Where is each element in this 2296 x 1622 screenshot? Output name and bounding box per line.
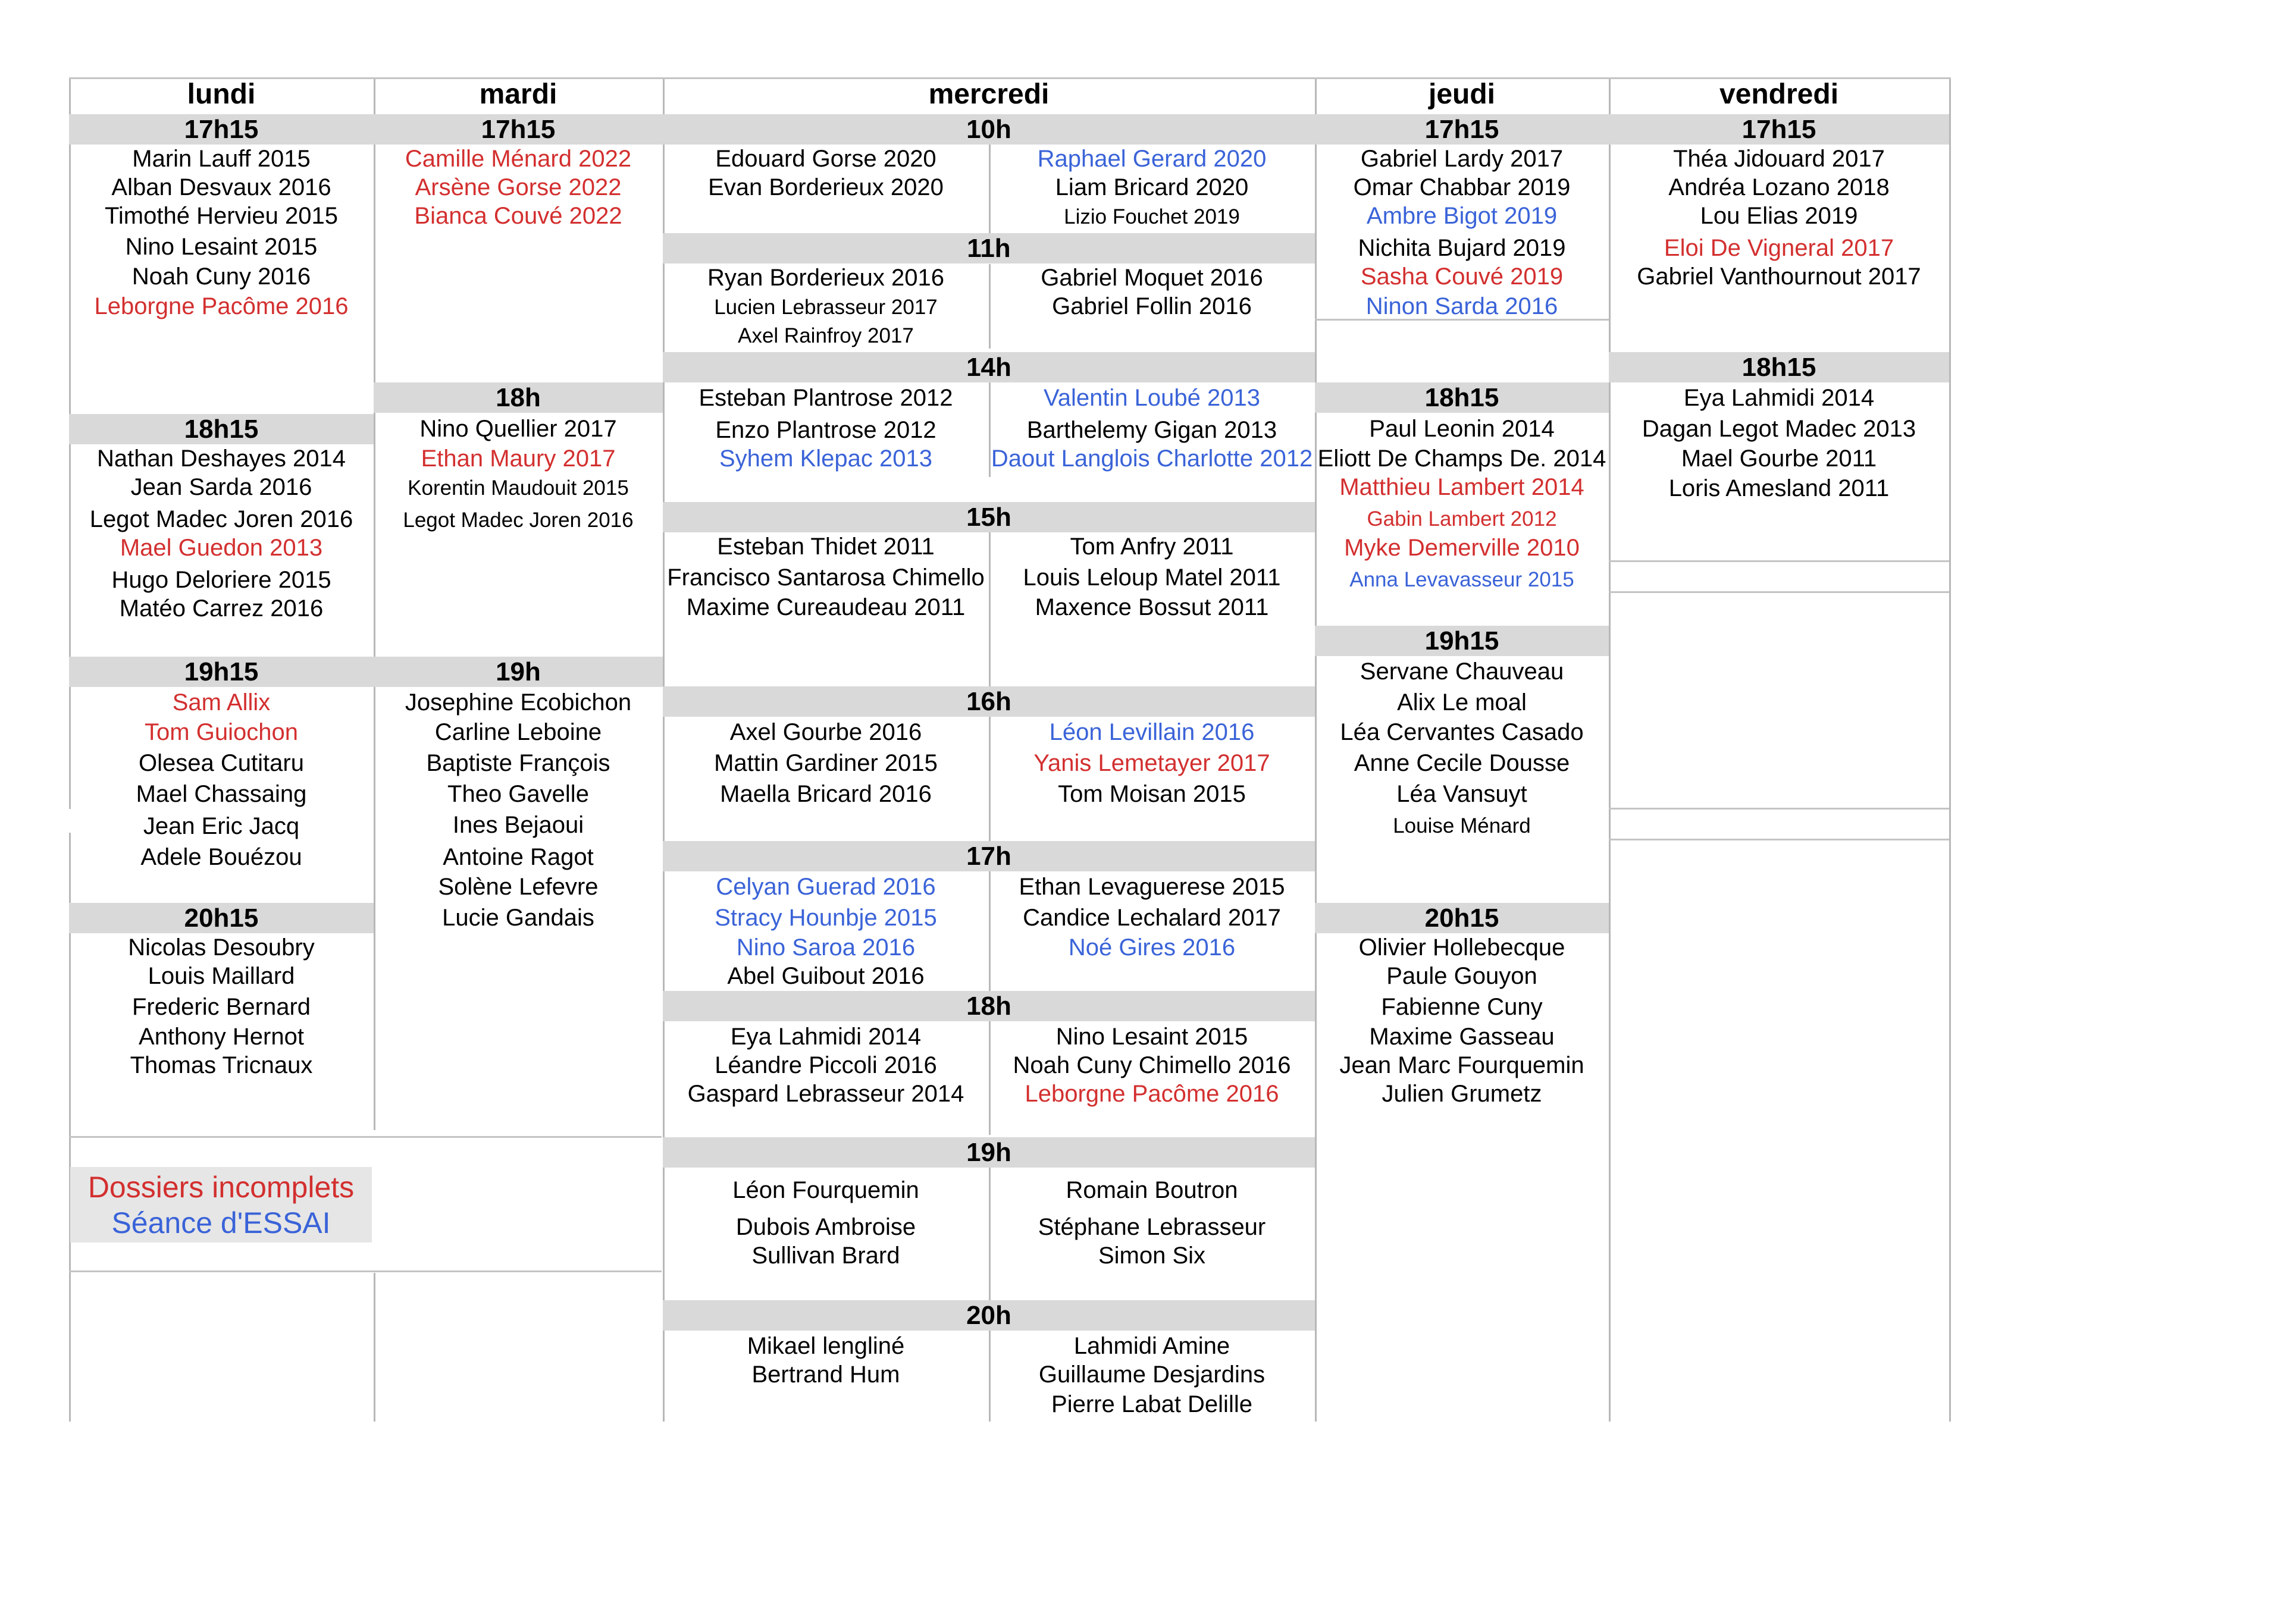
student-name: Sullivan Brard bbox=[751, 1243, 900, 1269]
student-name: Gabriel Moquet 2016 bbox=[1041, 265, 1263, 291]
student-name: Hugo Deloriere 2015 bbox=[111, 567, 331, 593]
grid-line bbox=[1609, 808, 1949, 810]
grid-line bbox=[1609, 560, 1949, 562]
legend-trial: Séance d'ESSAI bbox=[111, 1206, 331, 1240]
student-name: Eliott De Champs De. 2014 bbox=[1317, 445, 1606, 472]
student-name: Syhem Klepac 2013 bbox=[719, 445, 932, 472]
student-name: Alix Le moal bbox=[1397, 689, 1527, 716]
grid-line bbox=[374, 77, 375, 1130]
student-name: Romain Boutron bbox=[1066, 1177, 1238, 1203]
student-name: Abel Guibout 2016 bbox=[727, 963, 925, 989]
day-header-vendredi: vendredi bbox=[1719, 79, 1839, 110]
grid-line bbox=[69, 1136, 662, 1138]
grid-line bbox=[1949, 77, 1951, 1422]
student-name: Léa Vansuyt bbox=[1396, 781, 1527, 807]
student-name: Nino Lesaint 2015 bbox=[1055, 1024, 1248, 1050]
student-name: Anna Levavasseur 2015 bbox=[1349, 568, 1574, 591]
student-name: Noah Cuny Chimello 2016 bbox=[1013, 1052, 1291, 1078]
student-name: Legot Madec Joren 2016 bbox=[403, 509, 634, 532]
slot-time: 16h bbox=[966, 687, 1011, 716]
student-name: Louis Leloup Matel 2011 bbox=[1023, 564, 1281, 591]
slot-time: 15h bbox=[966, 503, 1011, 532]
student-name: Tom Anfry 2011 bbox=[1070, 534, 1234, 560]
student-name: Loris Amesland 2011 bbox=[1668, 475, 1890, 501]
student-name: Lucien Lebrasseur 2017 bbox=[714, 296, 938, 319]
slot-time: 18h bbox=[496, 383, 541, 412]
student-name: Bertrand Hum bbox=[751, 1361, 900, 1388]
student-name: Sam Allix bbox=[172, 689, 271, 716]
student-name: Léon Fourquemin bbox=[732, 1177, 919, 1203]
slot-time: 19h bbox=[496, 657, 541, 686]
grid-line bbox=[69, 1270, 662, 1272]
student-name: Mael Guedon 2013 bbox=[120, 535, 323, 561]
student-name: Korentin Maudouit 2015 bbox=[408, 476, 629, 500]
student-name: Lizio Fouchet 2019 bbox=[1064, 205, 1240, 228]
student-name: Eloi De Vigneral 2017 bbox=[1664, 235, 1894, 261]
student-name: Andréa Lozano 2018 bbox=[1668, 174, 1890, 200]
student-name: Baptiste François bbox=[426, 750, 610, 776]
slot-time: 11h bbox=[967, 234, 1011, 263]
student-name: Nathan Deshayes 2014 bbox=[96, 445, 346, 472]
student-name: Raphael Gerard 2020 bbox=[1037, 146, 1267, 172]
student-name: Eya Lahmidi 2014 bbox=[730, 1024, 922, 1050]
student-name: Olesea Cutitaru bbox=[139, 750, 304, 776]
student-name: Léon Levillain 2016 bbox=[1049, 719, 1255, 745]
slot-time: 20h bbox=[966, 1301, 1011, 1330]
student-name: Josephine Ecobichon bbox=[405, 689, 632, 716]
student-name: Stéphane Lebrasseur bbox=[1038, 1214, 1266, 1240]
student-name: Dubois Ambroise bbox=[735, 1214, 916, 1240]
student-name: Tom Guiochon bbox=[145, 719, 298, 745]
day-header-mardi: mardi bbox=[479, 79, 557, 110]
student-name: Maxime Cureaudeau 2011 bbox=[686, 594, 966, 620]
day-header-mercredi: mercredi bbox=[928, 79, 1050, 110]
student-name: Anthony Hernot bbox=[139, 1024, 304, 1050]
student-name: Pierre Labat Delille bbox=[1051, 1391, 1252, 1417]
student-name: Solène Lefevre bbox=[438, 874, 599, 900]
student-name: Nichita Bujard 2019 bbox=[1358, 235, 1566, 261]
student-name: Barthelemy Gigan 2013 bbox=[1026, 417, 1277, 443]
student-name: Marin Lauff 2015 bbox=[132, 146, 311, 172]
student-name: Théa Jidouard 2017 bbox=[1673, 146, 1885, 172]
student-name: Eya Lahmidi 2014 bbox=[1683, 385, 1875, 411]
student-name: Esteban Thidet 2011 bbox=[717, 534, 935, 560]
student-name: Gaspard Lebrasseur 2014 bbox=[687, 1081, 964, 1107]
student-name: Thomas Tricnaux bbox=[130, 1052, 313, 1078]
student-name: Mattin Gardiner 2015 bbox=[714, 750, 938, 776]
student-name: Gabriel Follin 2016 bbox=[1052, 293, 1252, 319]
student-name: Lou Elias 2019 bbox=[1700, 203, 1858, 229]
student-name: Maella Bricard 2016 bbox=[720, 781, 932, 807]
slot-time: 19h15 bbox=[1424, 626, 1499, 655]
student-name: Edouard Gorse 2020 bbox=[715, 146, 936, 172]
student-name: Ninon Sarda 2016 bbox=[1365, 293, 1558, 319]
student-name: Daout Langlois Charlotte 2012 bbox=[991, 445, 1313, 472]
grid-line bbox=[374, 1273, 375, 1422]
student-name: Stracy Hounbje 2015 bbox=[715, 905, 937, 931]
student-name: Ambre Bigot 2019 bbox=[1366, 203, 1558, 229]
student-name: Axel Rainfroy 2017 bbox=[738, 324, 914, 347]
student-name: Theo Gavelle bbox=[447, 781, 589, 807]
student-name: Ethan Maury 2017 bbox=[421, 445, 616, 472]
student-name: Celyan Guerad 2016 bbox=[716, 874, 936, 900]
slot-time: 17h15 bbox=[1741, 115, 1816, 144]
student-name: Julien Grumetz bbox=[1382, 1081, 1542, 1107]
student-name: Legot Madec Joren 2016 bbox=[89, 506, 353, 532]
student-name: Nino Quellier 2017 bbox=[419, 416, 617, 442]
student-name: Arsène Gorse 2022 bbox=[415, 174, 622, 200]
slot-time: 19h15 bbox=[184, 657, 259, 686]
student-name: Matthieu Lambert 2014 bbox=[1339, 474, 1584, 500]
slot-time: 18h15 bbox=[1741, 353, 1816, 382]
student-name: Fabienne Cuny bbox=[1381, 994, 1543, 1020]
student-name: Jean Marc Fourquemin bbox=[1339, 1052, 1584, 1078]
student-name: Evan Borderieux 2020 bbox=[708, 174, 944, 200]
grid-line bbox=[1609, 591, 1949, 593]
student-name: Simon Six bbox=[1098, 1243, 1206, 1269]
student-name: Leborgne Pacôme 2016 bbox=[1025, 1081, 1279, 1107]
student-name: Nino Lesaint 2015 bbox=[125, 234, 318, 260]
student-name: Maxence Bossut 2011 bbox=[1035, 594, 1269, 620]
slot-time: 17h15 bbox=[184, 115, 259, 144]
student-name: Servane Chauveau bbox=[1360, 658, 1564, 685]
student-name: Tom Moisan 2015 bbox=[1058, 781, 1246, 807]
student-name: Antoine Ragot bbox=[443, 844, 594, 870]
student-name: Nino Saroa 2016 bbox=[736, 934, 916, 961]
student-name: Gabriel Vanthournout 2017 bbox=[1637, 263, 1921, 290]
student-name: Jean Sarda 2016 bbox=[130, 474, 312, 500]
slot-time: 18h15 bbox=[184, 415, 259, 444]
student-name: Ines Bejaoui bbox=[452, 812, 584, 838]
student-name: Mikael lengliné bbox=[747, 1333, 905, 1359]
slot-time: 14h bbox=[966, 353, 1011, 382]
student-name: Frederic Bernard bbox=[131, 994, 311, 1020]
student-name: Esteban Plantrose 2012 bbox=[698, 385, 953, 411]
student-name: Leborgne Pacôme 2016 bbox=[94, 293, 349, 319]
student-name: Jean Eric Jacq bbox=[143, 813, 300, 839]
student-name: Ryan Borderieux 2016 bbox=[707, 265, 945, 291]
legend-incomplete: Dossiers incomplets bbox=[87, 1171, 355, 1204]
slot-time: 20h15 bbox=[184, 903, 259, 933]
student-name: Camille Ménard 2022 bbox=[405, 146, 632, 172]
student-name: Paul Leonin 2014 bbox=[1369, 416, 1555, 442]
student-name: Olivier Hollebecque bbox=[1358, 934, 1565, 961]
student-name: Léandre Piccoli 2016 bbox=[715, 1052, 937, 1078]
student-name: Lahmidi Amine bbox=[1073, 1333, 1230, 1359]
student-name: Carline Leboine bbox=[434, 719, 602, 745]
student-name: Mael Chassaing bbox=[136, 781, 307, 807]
student-name: Paule Gouyon bbox=[1386, 963, 1537, 989]
student-name: Noah Cuny 2016 bbox=[131, 263, 311, 290]
student-name: Lucie Gandais bbox=[442, 905, 594, 931]
student-name: Mael Gourbe 2011 bbox=[1681, 445, 1877, 472]
slot-time: 20h15 bbox=[1424, 903, 1499, 933]
slot-time: 17h bbox=[966, 842, 1011, 871]
student-name: Valentin Loubé 2013 bbox=[1043, 385, 1261, 411]
student-name: Axel Gourbe 2016 bbox=[729, 719, 922, 745]
student-name: Bianca Couvé 2022 bbox=[414, 203, 622, 229]
student-name: Enzo Plantrose 2012 bbox=[715, 417, 936, 443]
student-name: Guillaume Desjardins bbox=[1038, 1361, 1266, 1388]
slot-time: 17h15 bbox=[481, 115, 556, 144]
student-name: Yanis Lemetayer 2017 bbox=[1033, 750, 1270, 776]
student-name: Maxime Gasseau bbox=[1369, 1024, 1555, 1050]
slot-time: 19h bbox=[966, 1138, 1011, 1167]
student-name: Gabin Lambert 2012 bbox=[1367, 507, 1557, 531]
student-name: Dagan Legot Madec 2013 bbox=[1642, 416, 1916, 442]
student-name: Louise Ménard bbox=[1393, 814, 1531, 837]
student-name: Léa Cervantes Casado bbox=[1340, 719, 1584, 745]
grid-line bbox=[1609, 839, 1949, 840]
student-name: Myke Demerville 2010 bbox=[1344, 535, 1580, 561]
day-header-lundi: lundi bbox=[187, 79, 256, 110]
student-name: Alban Desvaux 2016 bbox=[111, 174, 331, 200]
student-name: Candice Lechalard 2017 bbox=[1023, 905, 1281, 931]
student-name: Ethan Levaguerese 2015 bbox=[1019, 874, 1285, 900]
student-name: Noé Gires 2016 bbox=[1068, 934, 1236, 961]
student-name: Matéo Carrez 2016 bbox=[119, 595, 324, 622]
student-name: Anne Cecile Dousse bbox=[1354, 750, 1570, 776]
slot-time: 17h15 bbox=[1424, 115, 1499, 144]
student-name: Francisco Santarosa Chimello bbox=[667, 564, 985, 591]
student-name: Timothé Hervieu 2015 bbox=[104, 203, 339, 229]
student-name: Sasha Couvé 2019 bbox=[1360, 263, 1564, 290]
student-name: Nicolas Desoubry bbox=[128, 934, 315, 961]
student-name: Louis Maillard bbox=[148, 963, 295, 989]
student-name: Liam Bricard 2020 bbox=[1055, 174, 1249, 200]
student-name: Adele Bouézou bbox=[140, 844, 302, 870]
slot-time: 10h bbox=[966, 115, 1011, 144]
student-name: Omar Chabbar 2019 bbox=[1353, 174, 1571, 200]
slot-time: 18h bbox=[966, 992, 1011, 1021]
day-header-jeudi: jeudi bbox=[1428, 79, 1495, 110]
student-name: Gabriel Lardy 2017 bbox=[1360, 146, 1564, 172]
slot-time: 18h15 bbox=[1424, 383, 1499, 412]
